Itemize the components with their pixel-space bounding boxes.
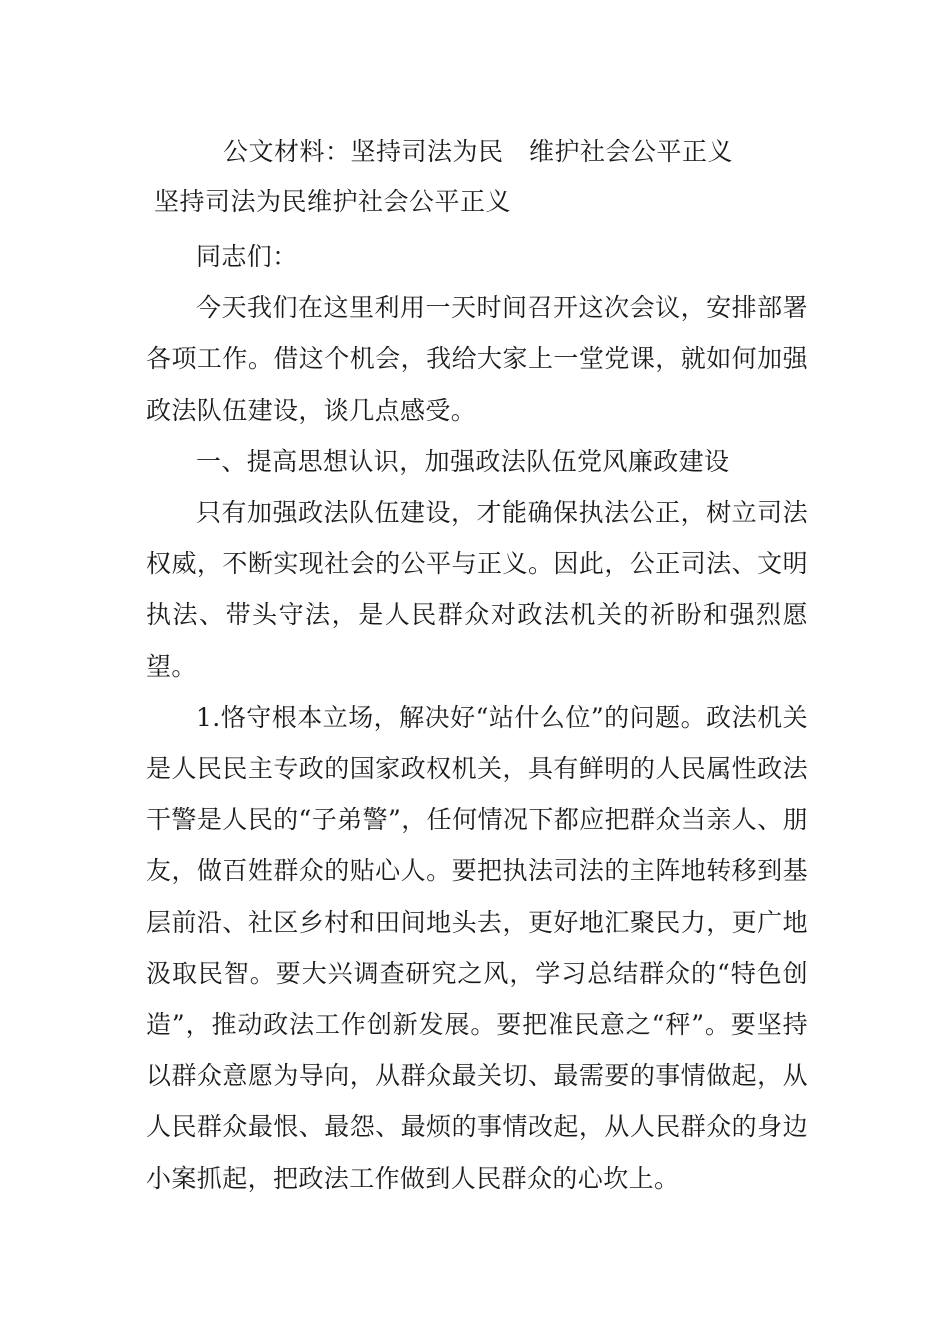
section-heading: 一、提高思想认识，加强政法队伍党风廉政建设 [196,446,730,476]
body-paragraph: 只有加强政法队伍建设，才能确保执法公正，树立司法权威，不断实现社会的公平与正义。因此，公正司法、文明执法、带头守法，是人民群众对政法机关的祈盼和强烈愿望。 [146,498,808,681]
document-body [146,231,808,1204]
body-paragraph: 1.恪守根本立场，解决好“站什么位”的问题。政法机关是人民民主专政的国家政权机关，具有鲜明的人民属性政法干警是人民的“子弟警”，任何情况下都应把群众当亲人、朋友，做百姓群众的贴心人。要把执法司法的主阵地转移到基层前沿、社区乡村和田间地头去，更好地汇聚民力，更广地汲取民智。要大兴调查研究之风，学习总结群众的“特色创造”，推动政法工作创新发展。要把准民意之“秤”。要坚持以群众意愿为导向，从群众最关切、最需要的事情做起，从人民群众最恨、最怨、最烦的事情改起，从人民群众的身边小案抓起，把政法工作做到人民群众的心坎上。 [146,702,808,1193]
document-title: 公文材料：坚持司法为民 维护社会公平正义 [223,137,734,166]
document-subtitle: 坚持司法为民维护社会公平正义 [154,187,512,216]
salutation-paragraph: 同志们： [196,242,298,271]
intro-paragraph: 今天我们在这里利用一天时间召开这次会议，安排部署各项工作。借这个机会，我给大家上一堂党课，就如何加强政法队伍建设，谈几点感受。 [146,293,808,425]
